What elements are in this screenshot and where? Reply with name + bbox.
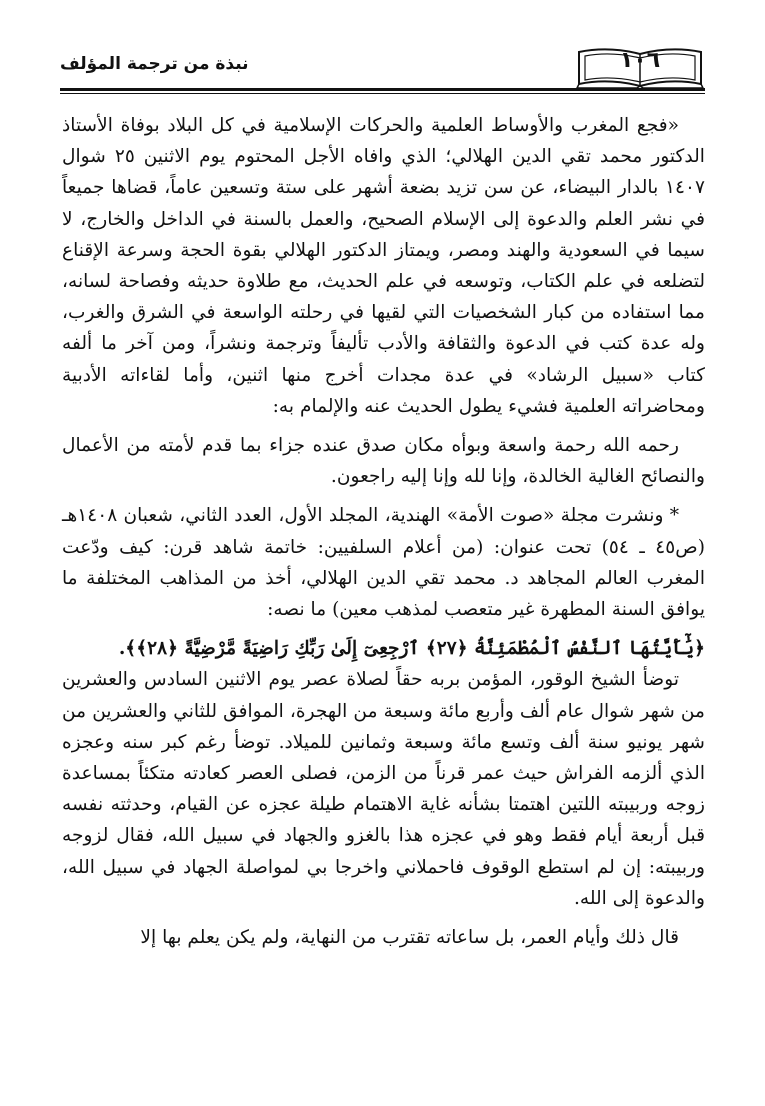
paragraph-magazine: * ونشرت مجلة «صوت الأمة» الهندية، المجلد الأول، العدد الثاني، شعبان ١٤٠٨هـ (ص٤٥ ـ ٥٤) تحت عنوان: (من أعلام السلفيين: خاتمة شاهد قرن: كيف ودّعت المغرب العالم المجاهد د. محمد تقي الدين الهلالي، أخذ من المذاهب المختلفة ما يوافق السنة المطهرة غير متعصب لمذهب معين) ما نصه: <box>62 505 705 621</box>
quran-verse: ﴿يَٰٓأَيَّتُهَا ٱلنَّفْسُ ٱلْمُطْمَئِنَّةُ ﴿٢٧﴾ ٱرْجِعِىٓ إِلَىٰ رَبِّكِ رَاضِيَةً مَّرْضِيَّةً ﴿٢٨﴾﴾. <box>118 638 705 660</box>
running-title: نبذة من ترجمة المؤلف <box>60 54 249 74</box>
page-body <box>62 110 705 953</box>
paragraph-death-account: توضأ الشيخ الوقور، المؤمن بربه حقاً لصلاة عصر يوم الاثنين السادس والعشرين من شهر شوال عام ألف وأربع مائة وسبعة من الهجرة، الموافق للثاني والعشرين من شهر يونيو سنة ألف وتسع مائة وسبعة وثمانين للميلاد. توضأ رغم كبر سنه وعجزه الذي ألزمه الفراش حيث عمر قرناً من الزمن، فصلى العصر كعادته متكئاً بمساعدة زوجه وربيبته اللتين اهتمتا بشأنه غاية الاهتمام طيلة عجزه عن القيام، وحدثته نفسه قبل أربعة أيام فقط وهو في عجزه هذا بالغزو والجهاد في سبيل الله، فقال لزوجه وربيبته: إن لم استطع الوقوف فاحملاني واخرجا بي لمواصلة الجهاد في سبيل الله، والدعوة إلى الله. <box>62 669 705 909</box>
paragraph-final: قال ذلك وأيام العمر، بل ساعاته تقترب من النهاية، ولم يكن يعلم بها إلا <box>140 927 679 949</box>
paragraph-obituary: «فجع المغرب والأوساط العلمية والحركات الإسلامية في كل البلاد بوفاة الأستاذ الدكتور محمد تقي الدين الهلالي؛ الذي وافاه الأجل المحتوم يوم الاثنين ٢٥ شوال ١٤٠٧ بالدار البيضاء، عن سن تزيد بضعة أشهر على ستة وتسعين عاماً، قضاها جميعاً في نشر العلم والدعوة إلى الإسلام الصحيح، والعمل بالسنة في الداخل والخارج، لا سيما في السعودية والهند ومصر، ويمتاز الدكتور الهلالي بقوة الحجة وسرعة الإقناع لتضلعه في علم الكتاب، وتوسعه في علم الحديث، مع طلاوة حديثه وفصاحة لسانه، مما استفاده من كبار الشخصيات التي لقيها في رحلته الواسعة في الشرق والغرب، وله عدة كتب في الدعوة والثقافة والأدب تأليفاً وترجمة ونشراً، ومن آخر ما ألفه كتاب «سبيل الرشاد» في عدة مجدات أخرج منها اثنين، وأما لقاءاته الأدبية ومحاضراته العلمية فشيء يطول الحديث عنه والإلمام به: <box>62 115 705 417</box>
header-rule <box>60 88 705 94</box>
page-number: ١٠٦ <box>619 48 661 73</box>
page-header <box>60 40 705 100</box>
paragraph-prayer: رحمه الله رحمة واسعة وبوأه مكان صدق عنده جزاء بما قدم لأمته من الأعمال والنصائح الغالية الخالدة، وإنا لله وإنا إليه راجعون. <box>62 435 705 488</box>
